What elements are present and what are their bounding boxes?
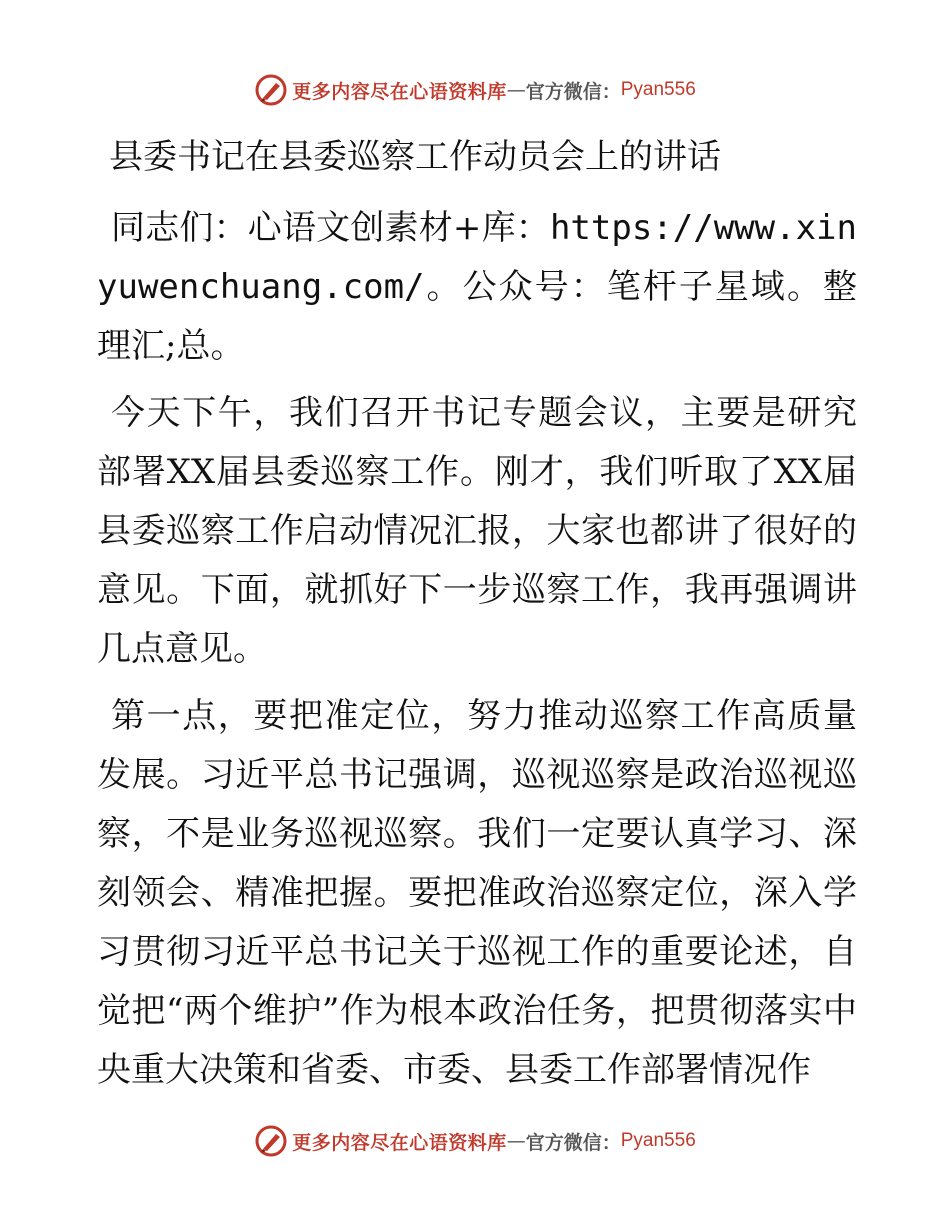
- watermark-banner-top: [0, 70, 950, 110]
- greeting-suffix: 。公众号：笔杆子星域。整理汇;总。: [97, 267, 857, 366]
- watermark-wechat-label: 官方微信：: [525, 1131, 621, 1154]
- watermark-site-text: 更多内容尽在心语资料库: [292, 1131, 507, 1154]
- watermark-wechat-id: Pyan556: [620, 1130, 696, 1151]
- document-title: 县委书记在县委巡察工作动员会上的讲话: [109, 137, 721, 177]
- watermark-site-text: 更多内容尽在心语资料库: [292, 80, 507, 103]
- watermark-wechat-label: 官方微信：: [525, 80, 621, 103]
- body-paragraph-2: 第一点，要把准定位，努力推动巡察工作高质量发展。习近平总书记强调，巡视巡察是政治巡视巡察，不是业务巡视巡察。我们一定要认真学习、深刻领会、精准把握。要把准政治巡察定位，深入学习贯彻习近平总书记关于巡视工作的重要论述，自觉把“两个维护”作为根本政治任务，把贯彻落实中央重大决策和省委、市委、县委工作部署情况作: [97, 696, 857, 1090]
- document-body: [97, 128, 857, 1108]
- body-paragraph-1: 今天下午，我们召开书记专题会议，主要是研究部署XX届县委巡察工作。刚才，我们听取了XX届县委巡察工作启动情况汇报，大家也都讲了很好的意见。下面，就抓好下一步巡察工作，我再强调讲几点意见。: [97, 393, 857, 669]
- greeting-paragraph: [97, 199, 857, 376]
- greeting-url-link[interactable]: https://www.xinyuwenchuang.com/: [97, 208, 857, 307]
- watermark-banner-bottom: [0, 1121, 950, 1161]
- greeting-prefix: 同志们：心语文创素材+库：: [111, 208, 550, 248]
- pen-logo-icon: [254, 1124, 288, 1158]
- pen-logo-icon: [254, 73, 288, 107]
- watermark-dash: —: [506, 1130, 526, 1152]
- watermark-dash: —: [506, 79, 526, 101]
- watermark-wechat-id: Pyan556: [620, 79, 696, 100]
